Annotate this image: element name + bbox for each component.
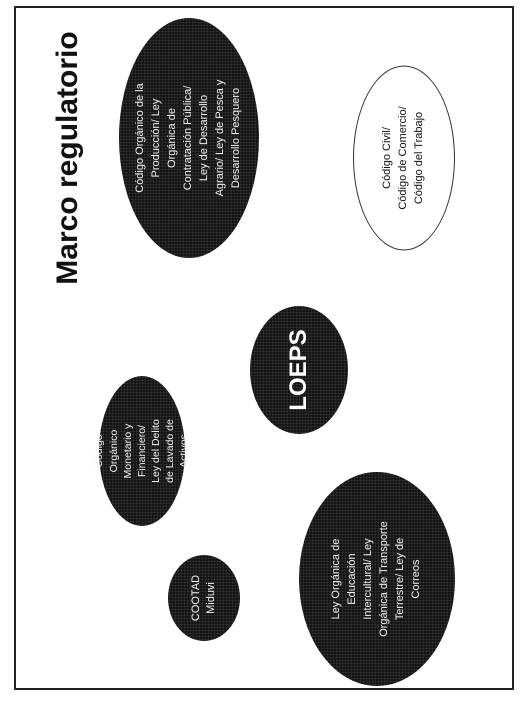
- ellipse-loeps: [250, 306, 348, 434]
- ellipse-line: Agrario/ Ley de Pesca y: [213, 79, 226, 197]
- ellipse-produccion-text: [133, 72, 245, 205]
- ellipse-line: COOTAD: [189, 574, 202, 622]
- ellipse-line: Financiero/: [135, 425, 148, 477]
- ellipse-line: Miduvi: [205, 582, 217, 614]
- ellipse-line: Código: [93, 434, 106, 468]
- ellipse-line: Desarrollo Pesquero: [229, 87, 242, 189]
- ellipse-line: Orgánico: [107, 429, 120, 473]
- ellipse-line: Código Orgánico de la: [134, 83, 147, 193]
- slide-frame: [14, 6, 514, 690]
- ellipse-line: Ley de Desarrollo: [197, 94, 210, 182]
- ellipse-line: Código Civil/: [381, 127, 394, 189]
- ellipse-line: Educación: [346, 553, 359, 605]
- ellipse-line: Orgánica de Transporte: [378, 521, 390, 637]
- ellipse-civil-text: [380, 98, 428, 217]
- ellipse-line: Ley Orgánica de: [330, 538, 343, 620]
- ellipse-line: Código de Comercio/: [397, 106, 410, 210]
- ellipse-line: Código del Trabajo: [412, 111, 425, 205]
- ellipse-educacion-text: [329, 513, 425, 645]
- ellipse-codigo-monetario: [93, 376, 191, 526]
- ellipse-cootad-text: [189, 567, 220, 629]
- ellipse-line: Contratación Pública/: [182, 85, 195, 191]
- ellipse-cootad: [168, 555, 240, 641]
- ellipse-line: Activos: [178, 434, 191, 468]
- ellipse-line: Ley del Delito: [150, 419, 163, 483]
- ellipse-ley-educacion: [299, 472, 455, 686]
- ellipse-line: Correos: [409, 559, 422, 599]
- ellipse-line: de Lavado de: [164, 419, 177, 483]
- ellipse-codigo-civil: [353, 66, 455, 251]
- ellipse-monetario-text: [92, 411, 191, 491]
- ellipse-line: Terrestre/ Ley de: [393, 537, 406, 621]
- ellipse-line: Orgánica de: [166, 108, 179, 168]
- ellipse-codigo-produccion: [119, 18, 259, 258]
- ellipse-line: Intercultural/ Ley: [362, 538, 375, 620]
- slide-title: Marco regulatorio: [51, 31, 84, 285]
- ellipse-loeps-label: LOEPS: [284, 329, 312, 411]
- ellipse-line: Monetario y: [121, 423, 134, 479]
- ellipse-line: Producción/ Ley: [150, 98, 163, 178]
